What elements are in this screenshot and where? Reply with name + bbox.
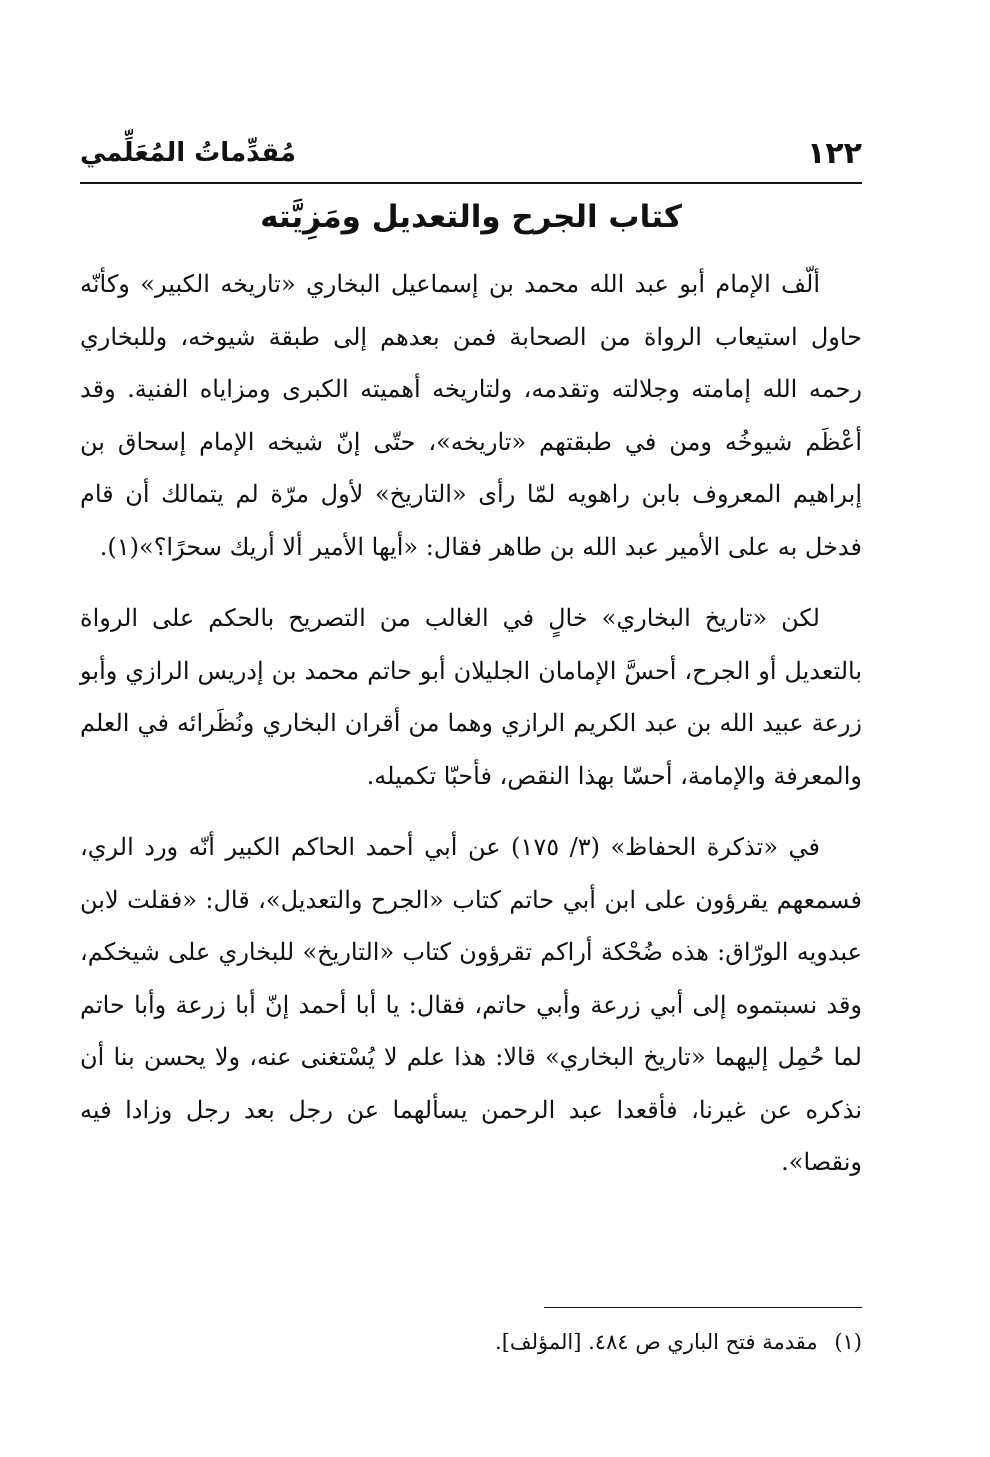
paragraph-1: ألّف الإمام أبو عبد الله محمد بن إسماعيل البخاري «تاريخه الكبير» وكأنّه حاول استيعاب الرواة من الصحابة فمن بعدهم إلى طبقة شيوخه، وللبخاري رحمه الله إمامته وجلالته وتقدمه، ولتاريخه أهميته الكبرى ومزاياه الفنية. وقد أعْظَم شيوخُه ومن في طبقتهم «تاريخه»، حتّى إنّ شيخه الإمام إسحاق بن إبراهيم المعروف بابن راهويه لمّا رأى «التاريخ» لأول مرّة لم يتمالك أن قام فدخل به على الأمير عبد الله بن طاهر فقال: «أيها الأمير ألا أريك سحرًا؟»(١).: [80, 270, 862, 561]
footnote-1: [80, 1322, 862, 1362]
page-number: ١٢٢: [807, 135, 862, 171]
footnote-divider: [544, 1307, 862, 1308]
body-text: [80, 258, 862, 1208]
paragraph-3: في «تذكرة الحفاظ» (٣/ ١٧٥) عن أبي أحمد الحاكم الكبير أنّه ورد الري، فسمعهم يقرؤون على ابن أبي حاتم كتاب «الجرح والتعديل»، قال: «فقلت لابن عبدويه الورّاق: هذه ضُحْكة أراكم تقرؤون كتاب «التاريخ» للبخاري على شيخكم، وقد نسبتموه إلى أبي زرعة وأبي حاتم، فقال: يا أبا أحمد إنّ أبا زرعة وأبا حاتم لما حُمِل إليهما «تاريخ البخاري» قالا: هذا علم لا يُسْتغنى عنه، ولا يحسن بنا أن نذكره عن غيرنا، فأقعدا عبد الرحمن يسألهما عن رجل بعد رجل وزادا فيه ونقصا».: [80, 833, 863, 1176]
footnote-text: مقدمة فتح الباري ص ٤٨٤. [المؤلف].: [495, 1330, 818, 1354]
running-header: [80, 128, 862, 178]
footnote-marker: (١): [834, 1330, 862, 1354]
header-divider: [80, 182, 862, 184]
chapter-title: كتاب الجرح والتعديل ومَزِيَّته: [260, 199, 682, 235]
paragraph-2: لكن «تاريخ البخاري» خالٍ في الغالب من التصريح بالحكم على الرواة بالتعديل أو الجرح، أحسَّ الإمامان الجليلان أبو حاتم محمد بن إدريس الرازي وأبو زرعة عبيد الله بن عبد الكريم الرازي وهما من أقران البخاري ونُظَرائه في العلم والمعرفة والإمامة، أحسّا بهذا النقص، فأحبّا تكميله.: [80, 604, 862, 790]
book-title: مُقدِّماتُ المُعَلِّمي: [80, 138, 296, 168]
